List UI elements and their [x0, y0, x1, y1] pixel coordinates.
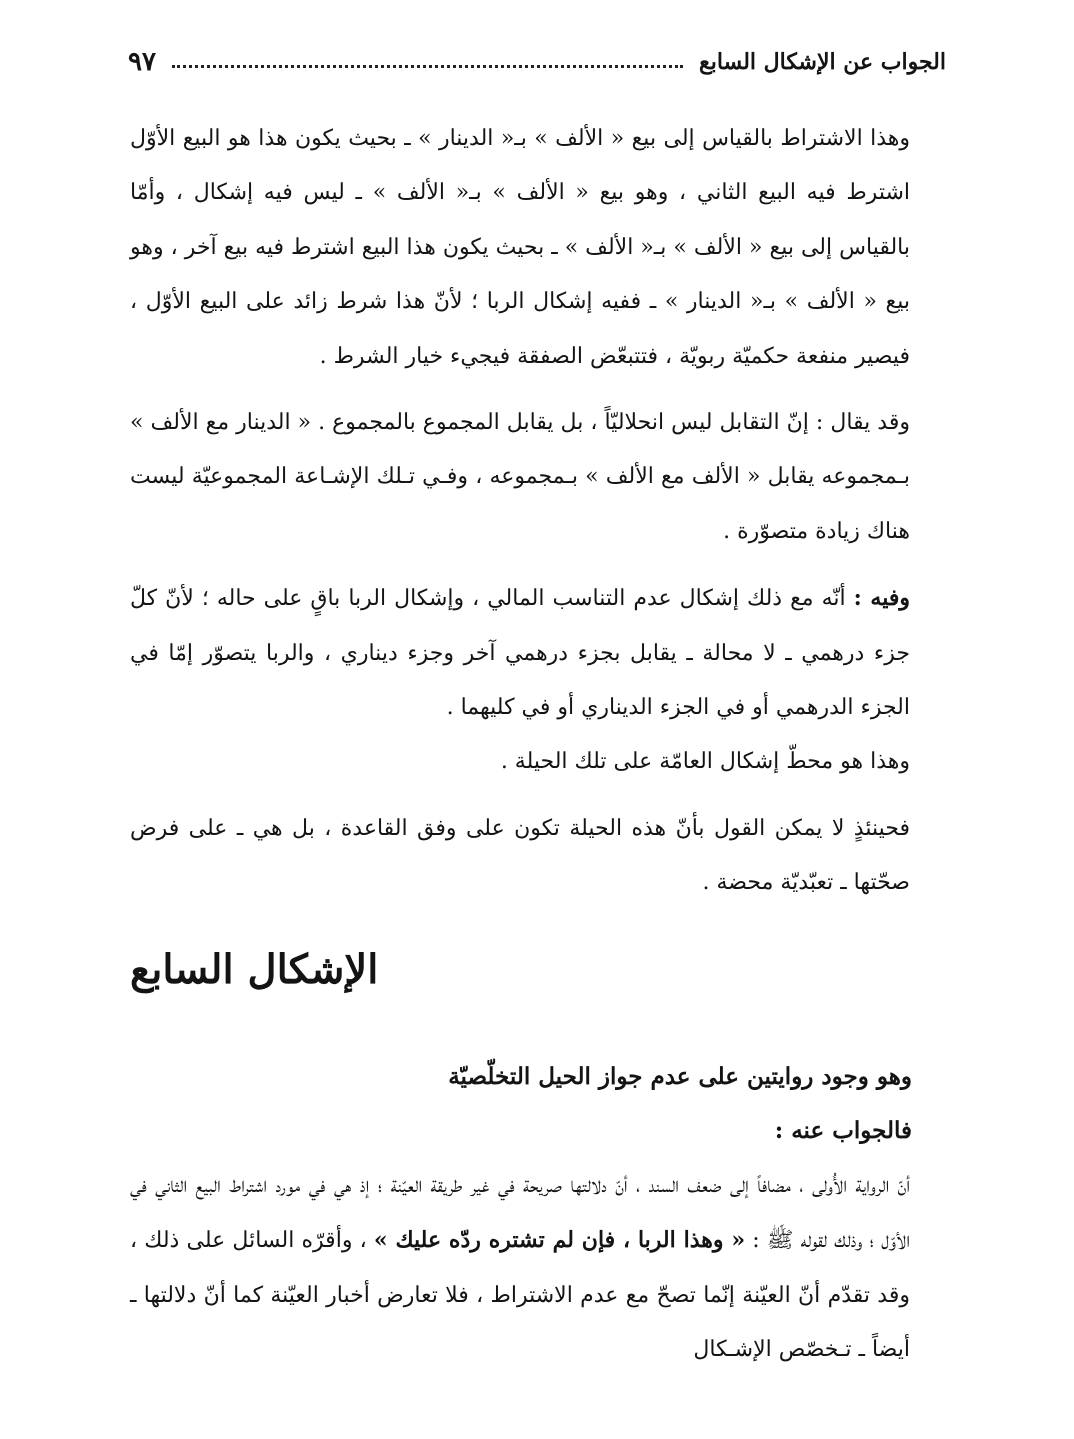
paragraph-4: وهذا هو محطّ إشكال العامّة على تلك الحيلة .: [500, 749, 910, 775]
body-text: [130, 112, 946, 911]
paragraph-2: وقد يقال : إنّ التقابل ليس انحلاليّاً ، بل يقابل المجموع بالمجموع . « الدينار مع الألف » بـمجموعه يقابل « الألف مع الألف » بـمجموعه ، وفـي تـلك الإشـاعة المجموعيّة ليست هناك زيادة متصوّرة .: [130, 410, 910, 544]
paragraph-3-text: أنّه مع ذلك إشكال عدم التناسب المالي ، وإشكال الربا باقٍ على حاله ؛ لأنّ كلّ جزء درهمي ـ لا محالة ـ يقابل بجزء درهمي آخر وجزء ديناري ، والربا يتصوّر إمّا في الجزء الدرهمي أو في الجزء الديناري أو في كليهما .: [130, 586, 910, 721]
paragraph-3: [130, 571, 946, 735]
hadith-quote: « وهذا الربا ، فإن لم تشتره ردّه عليك »: [373, 1227, 746, 1254]
paragraph-3-lead: وفيه :: [853, 585, 911, 612]
paragraph-1: وهذا الاشتراط بالقياس إلى بيع « الألف » بـ« الدينار » ـ بحيث يكون هذا هو البيع الأوّل اشترط فيه البيع الثاني ، وهو بيع « الألف » بـ« الألف » ـ ليس فيه إشكال ، وأمّا بالقياس إلى بيع « الألف » بـ« الألف » ـ بحيث يكون هذا البيع اشترط فيه بيع آخر ، وهو بيع « الألف » بـ« الدينار » ـ ففيه إشكال الربا ؛ لأنّ هذا شرط زائد على البيع الأوّل ، فيصير منفعة حكميّة ربويّة ، فتتبعّض الصفقة فيجيء خيار الشرط .: [130, 126, 910, 369]
section-title: الإشكال السابع: [130, 946, 379, 993]
page-number: ٩٧: [128, 47, 156, 77]
paragraph-5: فحينئذٍ لا يمكن القول بأنّ هذه الحيلة تكون على وفق القاعدة ، بل هي ـ على فرض صحّتها ـ تعبّديّة محضة .: [130, 815, 910, 896]
running-title: الجواب عن الإشكال السابع: [699, 49, 946, 75]
answer-paragraph: [130, 1159, 946, 1378]
answer-text-start: أنّ الرواية الأُولى ، مضافاً إلى ضعف السند ، أنّ دلالتها صريحة في غير طريقة العيّنة ؛ إذ هي في مورد اشتراط البيع الثاني في الأوّل ؛ وذلك لقوله ﷺ :: [130, 1172, 911, 1254]
section-body: [130, 1050, 946, 1377]
section-subtitle: وهو وجود روايتين على عدم جواز الحيل التخلّصيّة: [448, 1063, 912, 1090]
page-header: [128, 40, 946, 84]
answer-text-end: ، وأقرّه السائل على ذلك ، وقد تقدّم أنّ العيّنة إنّما تصحّ مع عدم الاشتراط ، فلا تعارض أخبار العيّنة كما أنّ دلالتها ـ أيضاً ـ تـخصّص الإشـكال: [130, 1228, 910, 1363]
answer-heading: فالجواب عنه :: [774, 1117, 912, 1145]
header-dotted-leader: [172, 65, 683, 68]
